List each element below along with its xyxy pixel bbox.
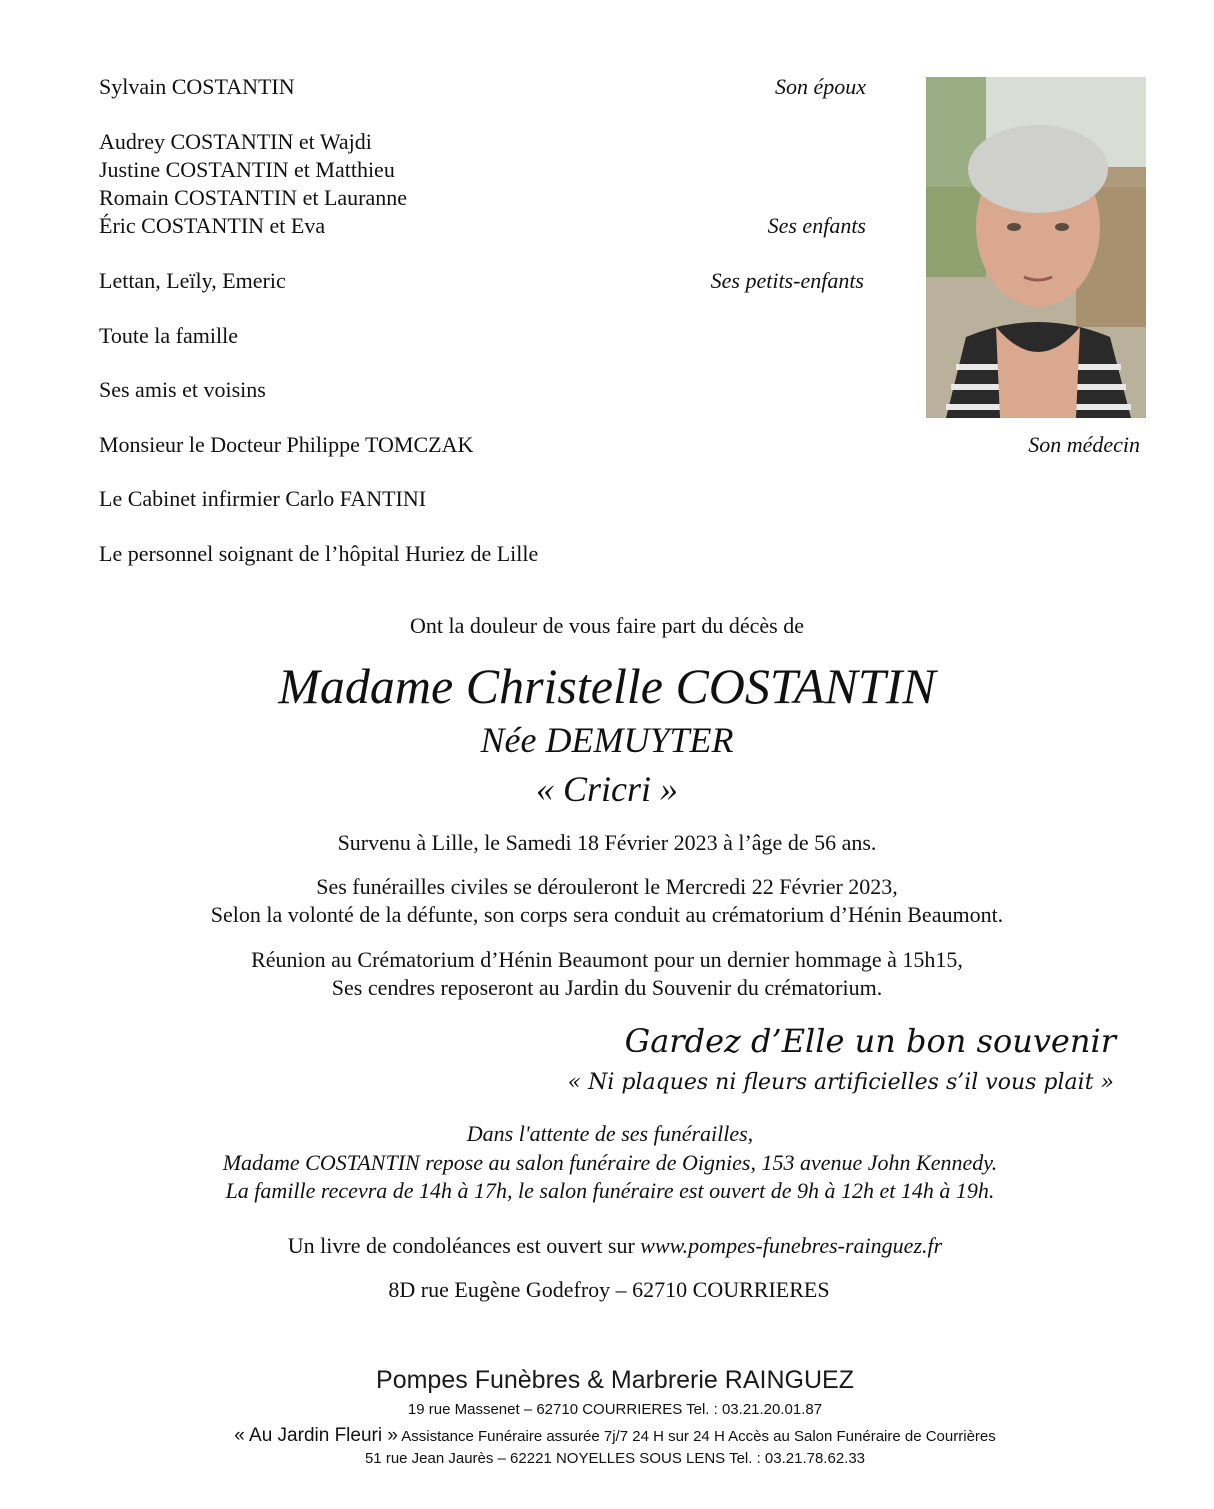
- family-child-4: Éric COSTANTIN et Eva: [99, 213, 326, 238]
- family-grandchildren: Lettan, Leïly, Emeric: [99, 268, 286, 293]
- funeral-line-2: Selon la volonté de la défunte, son corps sera conduit au crématorium d’Hénin Beaumont.: [210, 902, 1004, 927]
- funeral-line-1: Ses funérailles civiles se dérouleront le Mercredi 22 Février 2023,: [316, 874, 898, 899]
- condolences-link[interactable]: www.pompes-funebres-rainguez.fr: [640, 1233, 943, 1258]
- meeting-line-1: Réunion au Crématorium d’Hénin Beaumont pour un dernier hommage à 15h15,: [251, 947, 963, 972]
- portrait-illustration: [926, 77, 1146, 418]
- family-doctor-role: Son médecin: [1028, 432, 1140, 457]
- flowers-note: « Ni plaques ni fleurs artificielles s’il vous plait »: [567, 1070, 1114, 1095]
- family-child-1: Audrey COSTANTIN et Wajdi: [99, 129, 372, 154]
- family-grandchildren-role: Ses petits-enfants: [710, 268, 864, 293]
- announcement-text: Ont la douleur de vous faire part du décès de: [409, 613, 805, 638]
- meeting-line-2: Ses cendres reposeront au Jardin du Souvenir du crématorium.: [331, 975, 883, 1000]
- footer-services: Assistance Funéraire assurée 7j/7 24 H sur 24 H Accès au Salon Funéraire de Courrières: [401, 1428, 996, 1445]
- family-children-role: Ses enfants: [767, 213, 866, 238]
- footer-company-name: Pompes Funèbres & Marbrerie RAINGUEZ: [376, 1366, 854, 1394]
- deceased-maiden-name: Née DEMUYTER: [480, 720, 734, 760]
- condolences-line: [8, 1232, 1214, 1260]
- family-child-2: Justine COSTANTIN et Matthieu: [99, 157, 395, 182]
- waiting-line-1: Dans l'attente de ses funérailles,: [466, 1121, 754, 1146]
- portrait-photo: [926, 77, 1146, 418]
- waiting-line-2: Madame COSTANTIN repose au salon funéraire de Oignies, 153 avenue John Kennedy.: [222, 1150, 998, 1175]
- memory-quote: Gardez d’Elle un bon souvenir: [624, 1022, 1116, 1060]
- family-spouse-role: Son époux: [774, 74, 866, 99]
- family-all: Toute la famille: [99, 323, 238, 348]
- family-doctor: Monsieur le Docteur Philippe TOMCZAK: [99, 432, 474, 457]
- family-nurses: Le Cabinet infirmier Carlo FANTINI: [99, 486, 427, 511]
- footer-jardin-line: [8, 1424, 1214, 1449]
- family-spouse-name: Sylvain COSTANTIN: [99, 74, 295, 99]
- family-friends: Ses amis et voisins: [99, 377, 266, 402]
- waiting-line-3: La famille recevra de 14h à 17h, le salon funéraire est ouvert de 9h à 12h et 14h à 19h.: [225, 1178, 995, 1203]
- funeral-home-address: 8D rue Eugène Godefroy – 62710 COURRIERES: [388, 1277, 830, 1302]
- condolences-prefix: Un livre de condoléances est ouvert sur: [287, 1233, 641, 1258]
- footer-jardin-name: « Au Jardin Fleuri »: [234, 1425, 398, 1446]
- footer-jardin-address: 51 rue Jean Jaurès – 62221 NOYELLES SOUS LENS Tel. : 03.21.78.62.33: [364, 1450, 866, 1467]
- family-child-3: Romain COSTANTIN et Lauranne: [99, 185, 407, 210]
- footer-company-address: 19 rue Massenet – 62710 COURRIERES Tel. : 03.21.20.01.87: [407, 1401, 823, 1418]
- family-hospital-staff: Le personnel soignant de l’hôpital Huriez de Lille: [99, 541, 539, 566]
- death-details: Survenu à Lille, le Samedi 18 Février 2023 à l’âge de 56 ans.: [337, 830, 877, 855]
- deceased-name: Madame Christelle COSTANTIN: [278, 658, 936, 714]
- deceased-nickname: « Cricri »: [535, 769, 678, 809]
